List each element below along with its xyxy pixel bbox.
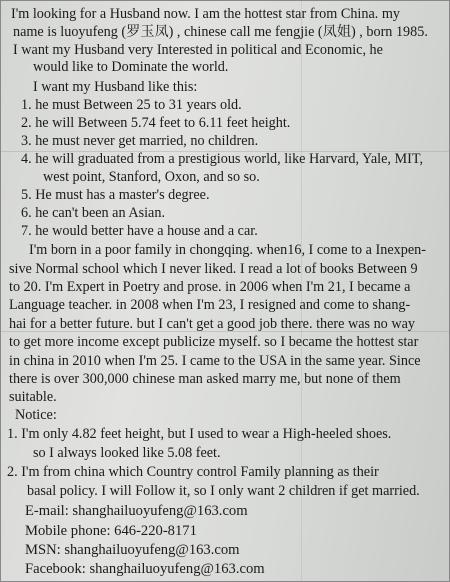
notice-item-continuation: basal policy. I will Follow it, so I only want 2 children if get married.: [27, 483, 420, 499]
notice-item: 1. I'm only 4.82 feet height, but I used to wear a High-heeled shoes.: [7, 426, 392, 442]
intro-line: would like to Dominate the world.: [33, 59, 229, 75]
story-line: to 20. I'm Expert in Poetry and prose. in 2006 when I'm 21, I became a: [9, 279, 411, 295]
intro-line: I want my Husband very Interested in political and Economic, he: [13, 42, 383, 58]
mobile-phone-contact: Mobile phone: 646-220-8171: [25, 523, 197, 539]
requirement-item: 4. he will graduated from a prestigious world, like Harvard, Yale, MIT,: [21, 151, 424, 167]
requirement-item: 3. he must never get married, no children.: [21, 133, 259, 149]
story-line: there is over 300,000 chinese man asked marry me, but none of them: [9, 371, 401, 387]
story-line: hai for a better future. but I can't get a good job there. there was no way: [9, 316, 415, 332]
facebook-contact: Facebook: shanghailuoyufeng@163.com: [25, 561, 265, 577]
requirement-item: 2. he will Between 5.74 feet to 6.11 feet height.: [21, 115, 291, 131]
story-line: I'm born in a poor family in chongqing. when16, I come to a Inexpen-: [29, 242, 426, 258]
msn-contact: MSN: shanghailuoyufeng@163.com: [25, 542, 240, 558]
notice-item-continuation: so I always looked like 5.08 feet.: [33, 445, 221, 461]
requirement-item: 5. He must has a master's degree.: [21, 187, 210, 203]
requirements-heading: I want my Husband like this:: [33, 79, 198, 95]
notice-item: 2. I'm from china which Country control Family planning as their: [7, 464, 379, 480]
requirement-item-continuation: west point, Stanford, Oxon, and so so.: [43, 169, 260, 185]
story-line: to get more income except publicize myself. so I became the hottest star: [9, 334, 419, 350]
notice-heading: Notice:: [15, 407, 57, 423]
story-line: in china in 2010 when I'm 25. I came to the USA in the same year. Since: [9, 353, 421, 369]
email-contact: E-mail: shanghailuoyufeng@163.com: [25, 503, 248, 519]
intro-line: I'm looking for a Husband now. I am the hottest star from China. my: [11, 6, 400, 22]
intro-line: name is luoyufeng (罗玉凤) , chinese call me fengjie (凤姐) , born 1985.: [13, 24, 428, 40]
story-line: suitable.: [9, 389, 57, 405]
story-line: Language teacher. in 2008 when I'm 23, I resigned and come to shang-: [9, 297, 411, 313]
story-line: sive Normal school which I never liked. I read a lot of books Between 9: [9, 261, 418, 277]
requirement-item: 1. he must Between 25 to 31 years old.: [21, 97, 242, 113]
requirement-item: 7. he would better have a house and a car.: [21, 223, 258, 239]
requirement-item: 6. he can't been an Asian.: [21, 205, 165, 221]
